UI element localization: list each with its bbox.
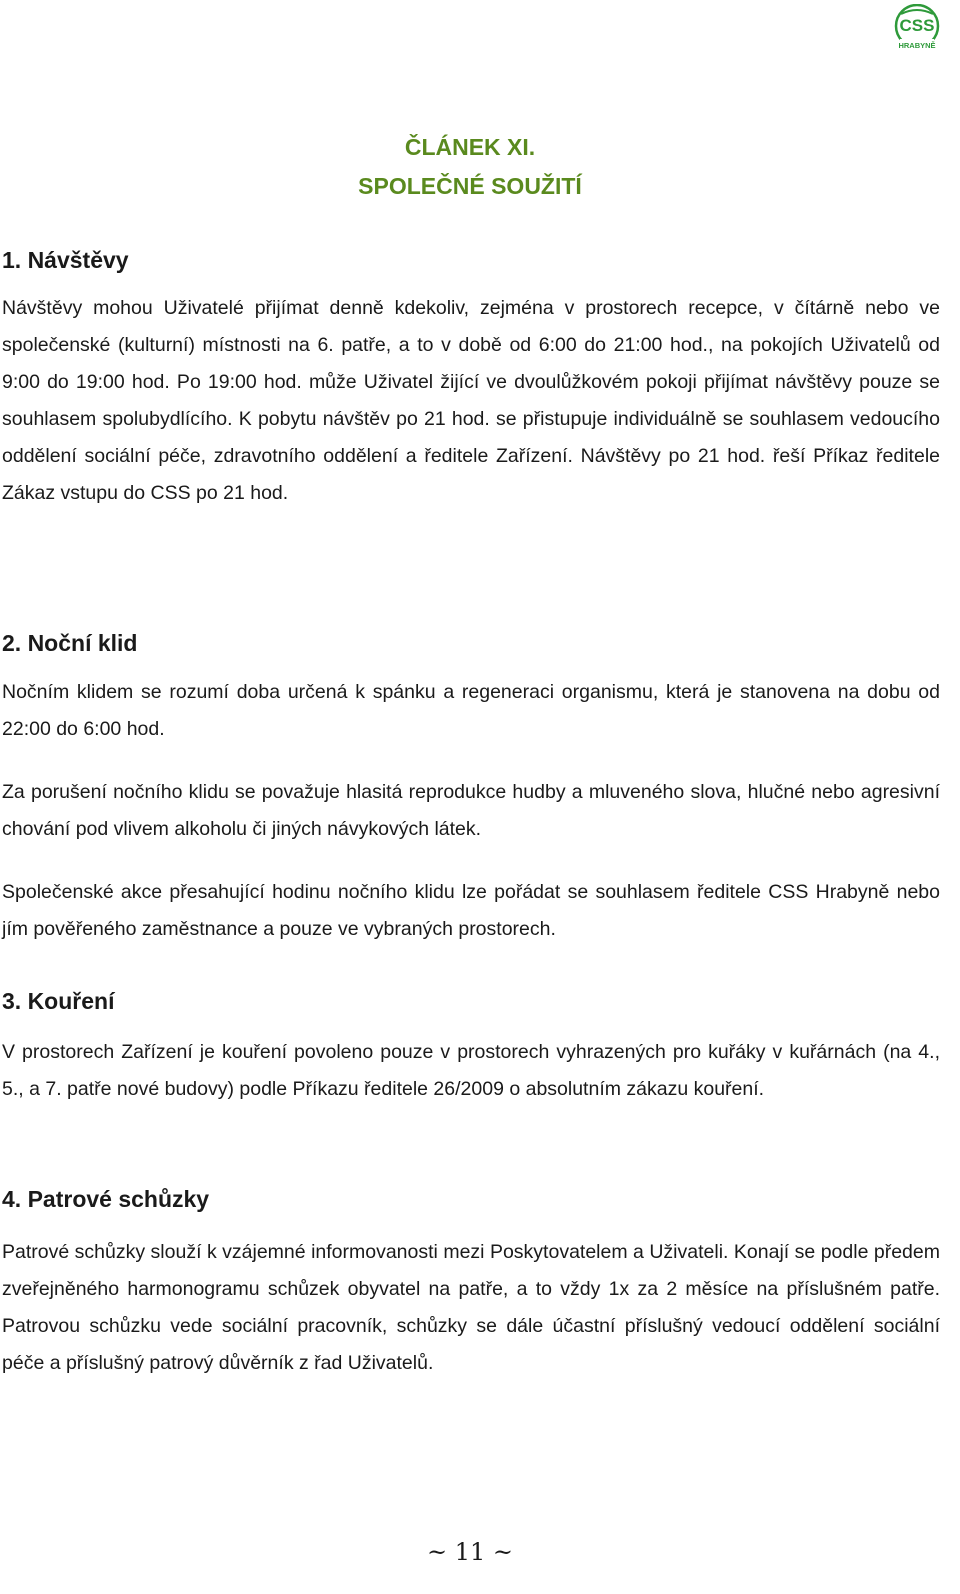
floor-meetings-paragraph: Patrové schůzky slouží k vzájemné informovanosti mezi Poskytovatelem a Uživateli. Konají se podle předem zveřejněného harmonogramu schůzek obyvatel na patře, a to vždy 1x za 2 měsíce na příslušném patře. Patrovou schůzku vede sociální pracovník, schůzky se dále účastní příslušný vedoucí oddělení sociální péče a příslušný patrový důvěrník z řad Uživatelů. — [2, 1241, 940, 1374]
night-quiet-paragraph-2: Za porušení nočního klidu se považuje hlasitá reprodukce hudby a mluveného slova, hlučné nebo agresivní chování pod vlivem alkoholu či jiných návykových látek. — [2, 781, 940, 840]
svg-text:CSS: CSS — [899, 16, 935, 35]
page-number: ~ 11 ~ — [426, 1538, 513, 1566]
svg-text:HRABYNĚ: HRABYNĚ — [898, 41, 936, 50]
article-number: ČLÁNEK XI. — [404, 134, 536, 160]
section-heading-floor-meetings: 4. Patrové schůzky — [2, 1186, 210, 1212]
section-heading-night-quiet: 2. Noční klid — [2, 630, 138, 656]
night-quiet-paragraph-3: Společenské akce přesahující hodinu nočního klidu lze pořádat se souhlasem ředitele CSS Hrabyně nebo jím pověřeného zaměstnance a pouze ve vybraných prostorech. — [2, 881, 940, 940]
smoking-paragraph: V prostorech Zařízení je kouření povoleno pouze v prostorech vyhrazených pro kuřáky v kuřárnách (na 4., 5., a 7. patře nové budovy) podle Příkazu ředitele 26/2009 o absolutním zákazu kouření. — [2, 1041, 940, 1100]
night-quiet-paragraph-1: Nočním klidem se rozumí doba určená k spánku a regeneraci organismu, která je stanovena na dobu od 22:00 do 6:00 hod. — [2, 681, 940, 740]
article-title: SPOLEČNÉ SOUŽITÍ — [358, 173, 582, 199]
css-hrabyne-logo — [893, 4, 941, 52]
section-heading-visits: 1. Návštěvy — [2, 247, 129, 273]
visits-paragraph: Návštěvy mohou Uživatelé přijímat denně kdekoliv, zejména v prostorech recepce, v čítárně nebo ve společenské (kulturní) místnosti na 6. patře, a to v době od 6:00 do 21:00 hod., na pokojích Uživatelů od 9:00 do 19:00 hod. Po 19:00 hod. může Uživatel žijící ve dvoulůžkovém pokoji přijímat návštěvy pouze se souhlasem spolubydlícího. K pobytu návštěv po 21 hod. se přistupuje individuálně se souhlasem vedoucího oddělení sociální péče, zdravotního oddělení a ředitele Zařízení. Návštěvy po 21 hod. řeší Příkaz ředitele Zákaz vstupu do CSS po 21 hod. — [2, 297, 940, 504]
section-heading-smoking: 3. Kouření — [2, 988, 115, 1014]
